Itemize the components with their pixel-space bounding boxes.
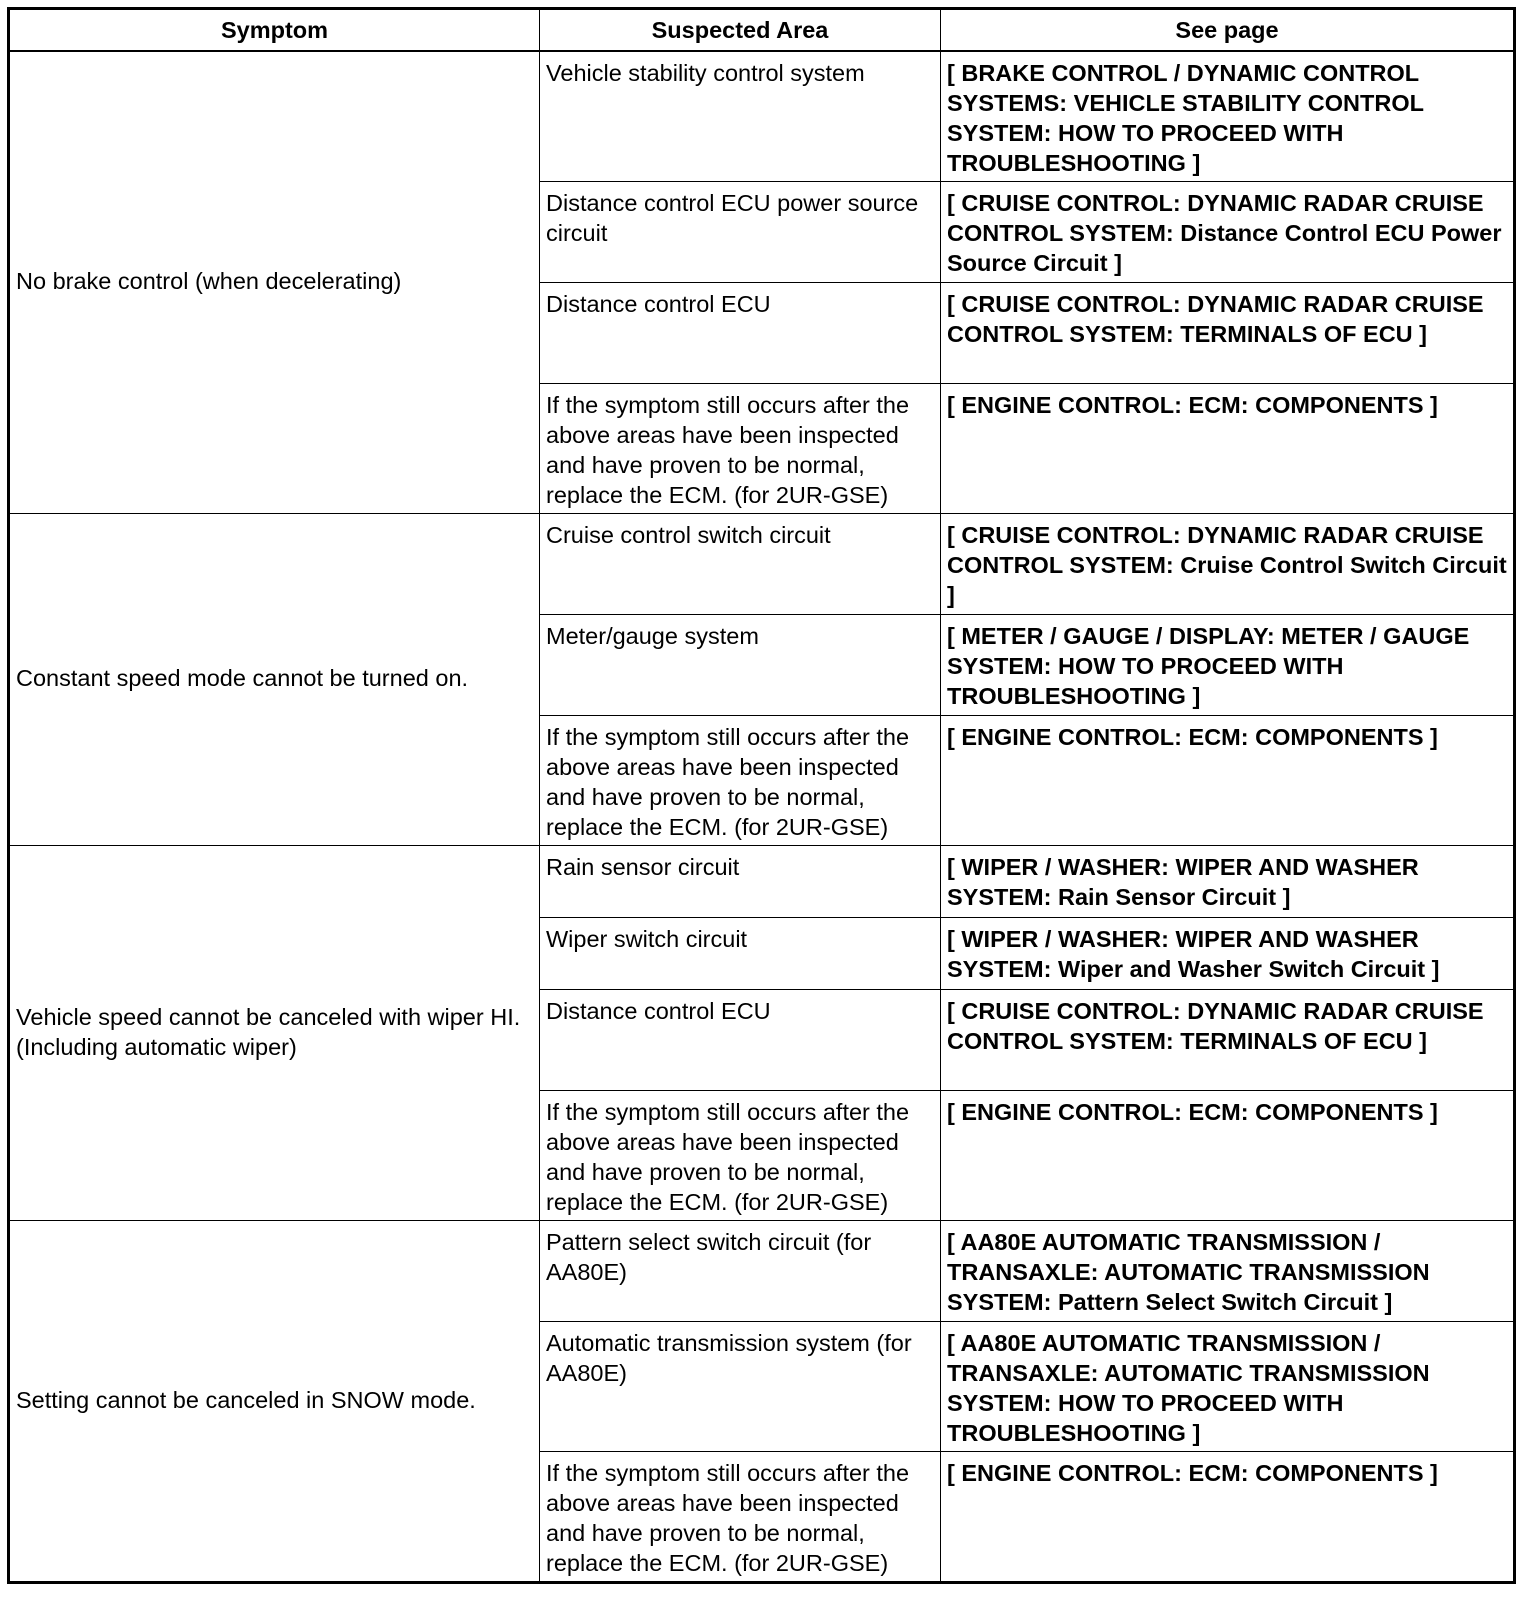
suspected-area-cell: Distance control ECU — [540, 990, 941, 1091]
see-page-reference: [ METER / GAUGE / DISPLAY: METER / GAUGE SYSTEM: HOW TO PROCEED WITH TROUBLESHOOTING ] — [941, 615, 1515, 716]
suspected-area-cell: Wiper switch circuit — [540, 918, 941, 990]
symptom-cell: Setting cannot be canceled in SNOW mode. — [9, 1221, 540, 1583]
troubleshooting-table — [7, 7, 1516, 1584]
see-page-reference: [ ENGINE CONTROL: ECM: COMPONENTS ] — [941, 384, 1515, 514]
suspected-area-cell: If the symptom still occurs after the above areas have been inspected and have proven to be normal, replace the ECM. (for 2UR-GSE) — [540, 384, 941, 514]
see-page-reference: [ AA80E AUTOMATIC TRANSMISSION / TRANSAXLE: AUTOMATIC TRANSMISSION SYSTEM: Pattern Select Switch Circuit ] — [941, 1221, 1515, 1322]
table-row — [9, 1221, 1515, 1322]
see-page-reference: [ ENGINE CONTROL: ECM: COMPONENTS ] — [941, 1091, 1515, 1221]
suspected-area-cell: Distance control ECU power source circuit — [540, 182, 941, 283]
suspected-area-cell: If the symptom still occurs after the above areas have been inspected and have proven to be normal, replace the ECM. (for 2UR-GSE) — [540, 716, 941, 846]
symptom-cell: No brake control (when decelerating) — [9, 51, 540, 514]
suspected-area-cell: Automatic transmission system (for AA80E) — [540, 1322, 941, 1452]
see-page-reference: [ BRAKE CONTROL / DYNAMIC CONTROL SYSTEMS: VEHICLE STABILITY CONTROL SYSTEM: HOW TO PROCEED WITH TROUBLESHOOTING ] — [941, 51, 1515, 182]
suspected-area-cell: Meter/gauge system — [540, 615, 941, 716]
see-page-reference: [ ENGINE CONTROL: ECM: COMPONENTS ] — [941, 1452, 1515, 1583]
suspected-area-cell: Pattern select switch circuit (for AA80E) — [540, 1221, 941, 1322]
table-row — [9, 51, 1515, 182]
symptom-cell: Vehicle speed cannot be canceled with wiper HI. (Including automatic wiper) — [9, 846, 540, 1221]
see-page-reference: [ CRUISE CONTROL: DYNAMIC RADAR CRUISE CONTROL SYSTEM: TERMINALS OF ECU ] — [941, 990, 1515, 1091]
suspected-area-cell: Vehicle stability control system — [540, 51, 941, 182]
suspected-area-cell: Rain sensor circuit — [540, 846, 941, 918]
suspected-area-column-header: Suspected Area — [540, 9, 941, 52]
see-page-reference: [ AA80E AUTOMATIC TRANSMISSION / TRANSAXLE: AUTOMATIC TRANSMISSION SYSTEM: HOW TO PROCEED WITH TROUBLESHOOTING ] — [941, 1322, 1515, 1452]
symptom-column-header: Symptom — [9, 9, 540, 52]
header-row — [9, 9, 1515, 52]
see-page-reference: [ WIPER / WASHER: WIPER AND WASHER SYSTEM: Wiper and Washer Switch Circuit ] — [941, 918, 1515, 990]
see-page-reference: [ CRUISE CONTROL: DYNAMIC RADAR CRUISE CONTROL SYSTEM: Cruise Control Switch Circuit ] — [941, 514, 1515, 615]
suspected-area-cell: Cruise control switch circuit — [540, 514, 941, 615]
see-page-reference: [ CRUISE CONTROL: DYNAMIC RADAR CRUISE CONTROL SYSTEM: TERMINALS OF ECU ] — [941, 283, 1515, 384]
see-page-reference: [ CRUISE CONTROL: DYNAMIC RADAR CRUISE CONTROL SYSTEM: Distance Control ECU Power Source Circuit ] — [941, 182, 1515, 283]
table-row — [9, 514, 1515, 615]
see-page-column-header: See page — [941, 9, 1515, 52]
suspected-area-cell: Distance control ECU — [540, 283, 941, 384]
suspected-area-cell: If the symptom still occurs after the above areas have been inspected and have proven to be normal, replace the ECM. (for 2UR-GSE) — [540, 1452, 941, 1583]
symptom-cell: Constant speed mode cannot be turned on. — [9, 514, 540, 846]
see-page-reference: [ WIPER / WASHER: WIPER AND WASHER SYSTEM: Rain Sensor Circuit ] — [941, 846, 1515, 918]
table-row — [9, 846, 1515, 918]
see-page-reference: [ ENGINE CONTROL: ECM: COMPONENTS ] — [941, 716, 1515, 846]
suspected-area-cell: If the symptom still occurs after the above areas have been inspected and have proven to be normal, replace the ECM. (for 2UR-GSE) — [540, 1091, 941, 1221]
